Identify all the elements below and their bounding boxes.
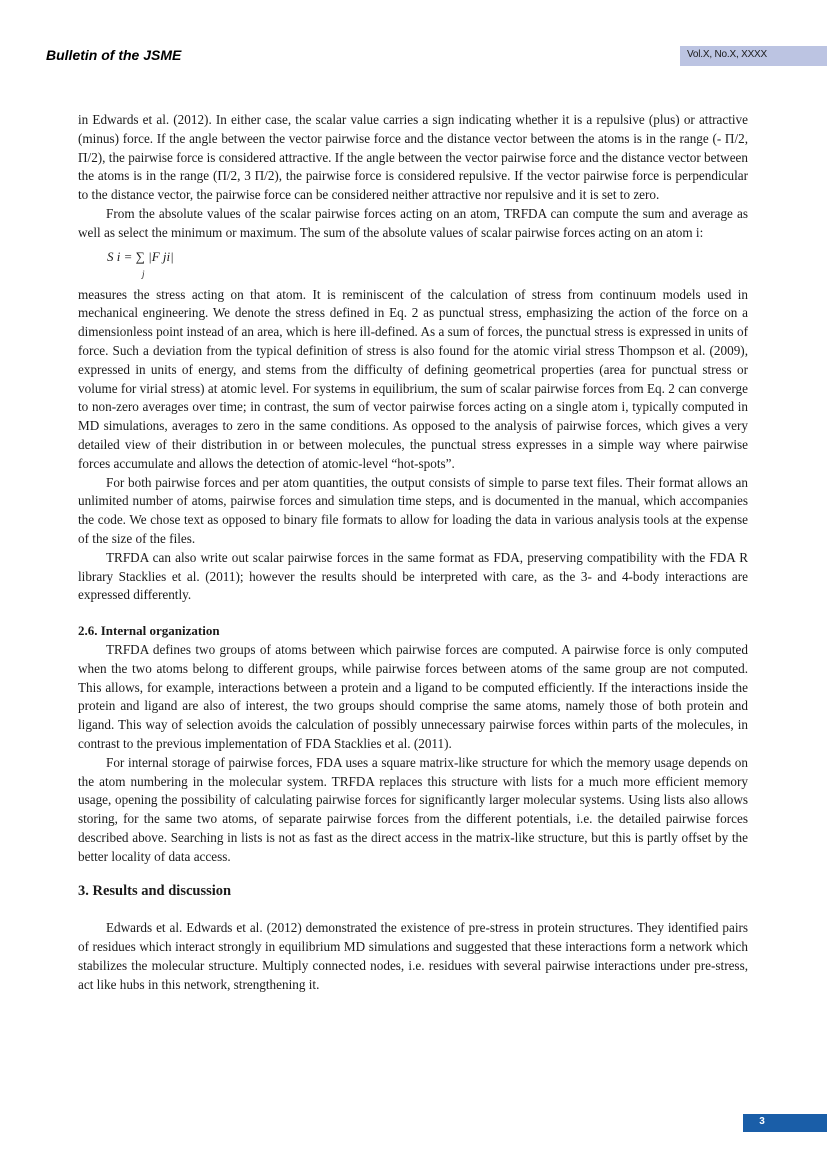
paragraph: TRFDA defines two groups of atoms between which pairwise forces are computed. A pairwise force is only computed when the two atoms belong to different groups, while pairwise forces between atoms of the same group are not computed. This allows, for example, interactions between a protein and a ligand to be computed efficiently. If the interactions inside the protein and ligand are also of interest, the two groups should comprise the same atoms, namely those of both protein and ligand. This way of selection avoids the calculation of possibly unnecessary pairwise forces within parts of the molecules, in contrast to the previous implementation of FDA Stacklies et al. (2011). [78, 641, 748, 751]
equation-stress [78, 246, 748, 286]
volume-banner [680, 46, 827, 66]
paragraph: For both pairwise forces and per atom quantities, the output consists of simple to parse text files. Their format allows an unlimited number of atoms, pairwise forces and simulation time steps, and is documented in the manual, which accompanies the code. We chose text as opposed to binary file formats to allow for loading the data in various analysis tools at the expense of the size of the files. [78, 474, 748, 546]
journal-title: Bulletin of the JSME [46, 47, 182, 63]
page-number: 3 [759, 1116, 765, 1127]
page-number-banner [743, 1114, 827, 1132]
article-body [78, 111, 748, 994]
paragraph: For internal storage of pairwise forces, FDA uses a square matrix-like structure for which the memory usage depends on the atom numbering in the molecular system. TRFDA replaces this structure with lists for a much more efficient memory usage, opening the possibility of calculating pairwise forces for significantly larger molecular systems. Using lists also allows storing, for the same two atoms, of separate pairwise forces from the different potentials, i.e. the detailed pairwise forces described above. Searching in lists is not as fast as the direct access in the matrix-like structure, but this is partly offset by the better locality of data access. [78, 754, 748, 864]
paragraph: measures the stress acting on that atom. It is reminiscent of the calculation of stress from continuum models used in mechanical engineering. We denote the stress defined in Eq. 2 as punctual stress, emphasizing the action of the force on a dimensionless point instead of an area, which is here ill-defined. As a sum of forces, the punctual stress is expressed in units of force. Such a deviation from the typical definition of stress is also found for the atomic virial stress Thompson et al. (2009), expressed in units of energy, and stems from the difficulty of defining geometrical properties (area for punctual stress or volume for virial stress) at atomic level. For systems in equilibrium, the sum of scalar pairwise forces from Eq. 2 can converge to non-zero averages over time; in contrast, the sum of vector pairwise forces acting on a single atom i, typically computed in MD simulations, averages to zero in the same conditions. As opposed to the analysis of pairwise forces, which gives a very detailed view of their distribution in or between molecules, the punctual stress expresses in a simple way where pairwise forces accumulate and allows the detection of atomic-level “hot-spots”. [78, 286, 748, 471]
paragraph: in Edwards et al. (2012). In either case, the scalar value carries a sign indicating whether it is a repulsive (plus) or attractive (minus) force. If the angle between the vector pairwise force and the distance vector between the atoms is in the range (- Π/2, Π/2), the pairwise force is considered attractive. If the angle between the vector pairwise force and the distance vector between the atoms is in the range (Π/2, 3 Π/2), the pairwise force is considered repulsive. If the vector pairwise force is perpendicular to the distance vector, the pairwise force can be considered neither attractive nor repulsive and it is set to zero. [78, 112, 748, 203]
section-heading: 3. Results and discussion [78, 883, 232, 900]
paragraph: Edwards et al. Edwards et al. (2012) demonstrated the existence of pre-stress in protein structures. They identified pairs of residues which interact strongly in equilibrium MD simulations and suggested that these interactions form a network which stabilizes the molecular structure. Multiply connected nodes, i.e. residues with several pairwise interactions under pre-stress, act like hubs in this network, strengthening it. [78, 920, 748, 992]
paragraph: TRFDA can also write out scalar pairwise forces in the same format as FDA, preserving compatibility with the FDA R library Stacklies et al. (2011); however the results should be interpreted with care, as the 3- and 4-body interactions are expressed differently. [78, 549, 748, 603]
paragraph: From the absolute values of the scalar pairwise forces acting on an atom, TRFDA can compute the sum and average as well as select the minimum or maximum. The sum of the absolute values of scalar pairwise forces acting on an atom i: [78, 205, 748, 240]
volume-label: Vol.X, No.X, XXXX [687, 49, 767, 60]
equation-subscript: j [142, 268, 145, 279]
equation-main: S i = ∑ |F ji| [107, 248, 174, 264]
subsection-heading: 2.6. Internal organization [78, 623, 220, 639]
